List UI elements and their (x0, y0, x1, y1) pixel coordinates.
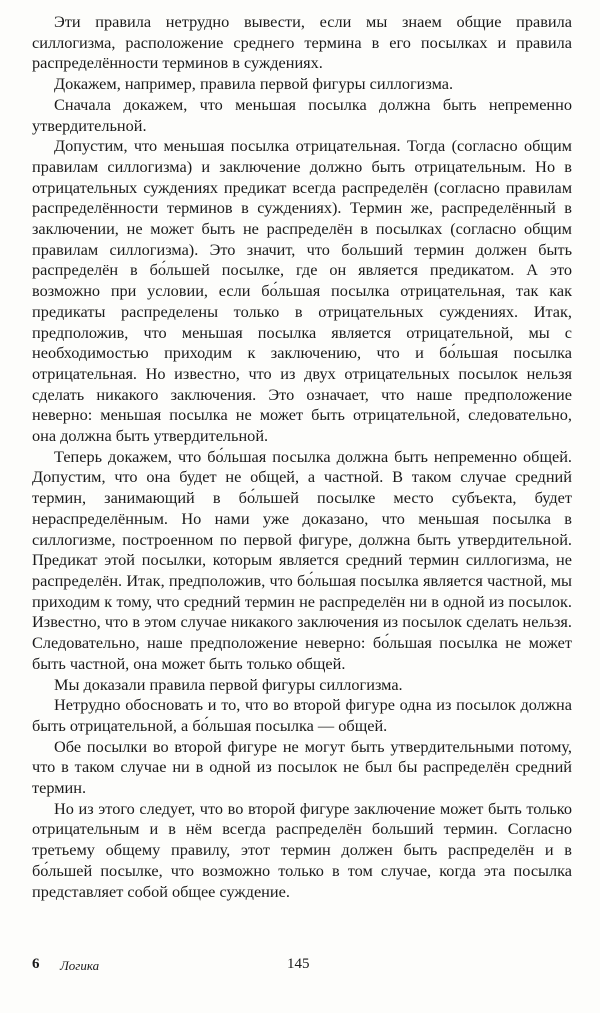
page-number: 145 (287, 956, 310, 972)
paragraph-3: Сначала докажем, что меньшая посылка должна быть непременно утвердительной. (32, 94, 572, 135)
paragraph-1: Эти правила нетрудно вывести, если мы знаем общие правила силлогизма, расположение среднего термина в его посылках и правила распределённости терминов в суждениях. (32, 12, 572, 73)
paragraph-4: Допустим, что меньшая посылка отрицательная. Тогда (согласно общим правилам силлогизма) и заключение должно быть отрицательным. Но в отрицательных суждениях предикат всегда распределён (согласно правилам распределённости терминов в суждениях). Термин же, распределённый в заключении, не может быть не распределён в посылках (согласно общим правилам силлогизма). Это значит, что больший термин должен быть распределён в бо́льшей посылке, где он является предикатом. А это возможно при условии, если бо́льшая посылка отрицательная, так как предикаты распределены только в отрицательных суждениях. Итак, предположив, что меньшая посылка является отрицательной, мы с необходимостью приходим к заключению, что и бо́льшая посылка отрицательная. Но известно, что из двух отрицательных посылок нельзя сделать никакого заключения. Это означает, что наше предположение неверно: меньшая посылка не может быть отрицательной, следовательно, она должна быть утвердительной. (32, 136, 572, 446)
page-footer (32, 956, 572, 978)
paragraph-5: Теперь докажем, что бо́льшая посылка должна быть непременно общей. Допустим, что она будет не общей, а частной. В таком случае средний термин, занимающий в бо́льшей посылке место субъекта, будет нераспределённым. Но нами уже доказано, что меньшая посылка в силлогизме, построенном по первой фигуре, должна быть утвердительной. Предикат этой посылки, которым является средний термин силлогизма, не распределён. Итак, предположив, что бо́льшая посылка является частной, мы приходим к тому, что средний термин не распределён ни в одной из посылок. Известно, что в этом случае никакого заключения из посылок сделать нельзя. Следовательно, наше предположение неверно: бо́льшая посылка не может быть частной, она может быть только общей. (32, 446, 572, 673)
paragraph-6: Мы доказали правила первой фигуры силлогизма. (54, 674, 403, 694)
paragraph-9: Но из этого следует, что во второй фигуре заключение может быть только отрицательным и в нём всегда распределён больший термин. Согласно третьему общему правилу, этот термин должен быть распределён и в бо́льшей посылке, что возможно только в том случае, когда эта посылка представляет собой общее суждение. (32, 798, 572, 901)
paragraph-2: Докажем, например, правила первой фигуры силлогизма. (54, 74, 454, 94)
signature-title: Логика (60, 958, 100, 973)
paragraph-7: Нетрудно обосновать и то, что во второй фигуре одна из посылок должна быть отрицательной, а бо́льшая посылка — общей. (32, 695, 572, 735)
signature-number: 6 (32, 956, 40, 972)
body-text (32, 12, 572, 902)
paragraph-8: Обе посылки во второй фигуре не могут быть утвердительными потому, что в таком случае ни в одной из посылок не был бы распределён средний термин. (32, 736, 572, 798)
